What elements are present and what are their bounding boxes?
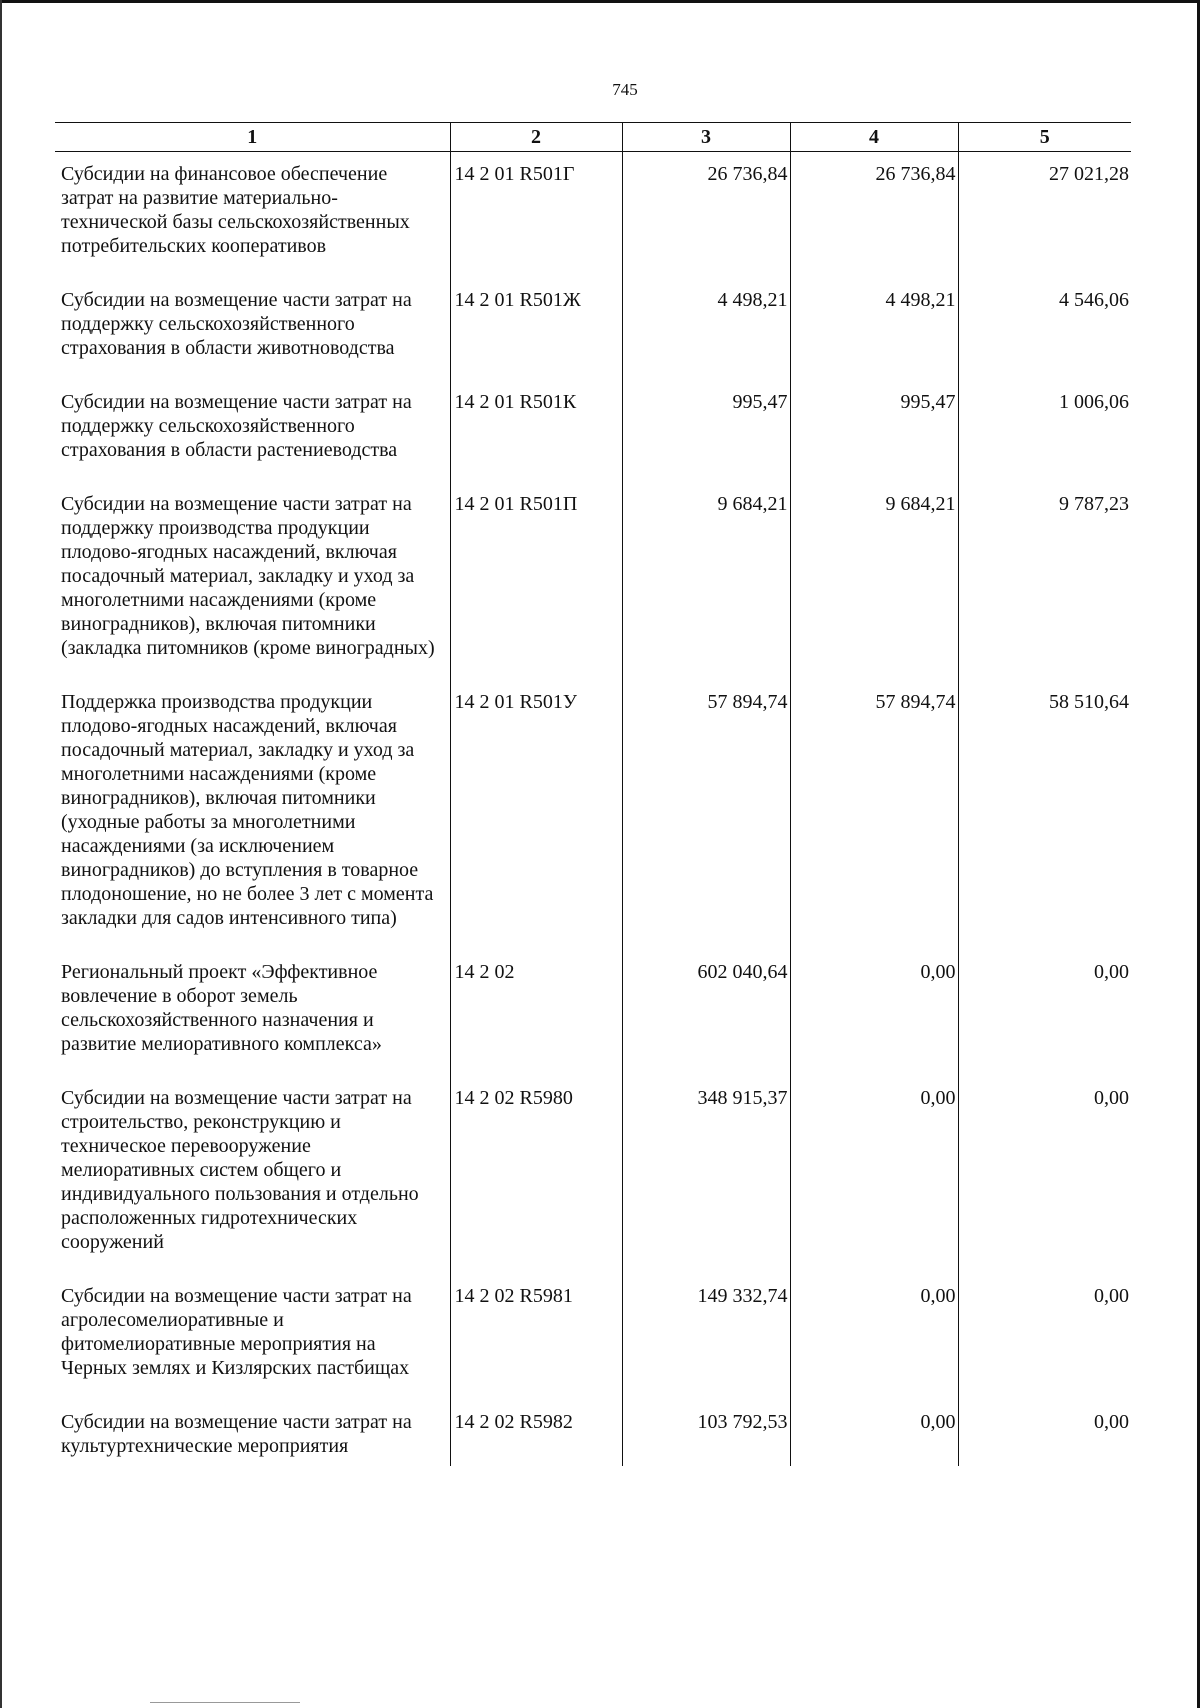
- row-code: 14 2 01 R501Г: [450, 152, 622, 279]
- page-number: 745: [612, 80, 638, 99]
- row-value-col5: 0,00: [958, 1076, 1131, 1274]
- row-value-col3: 26 736,84: [622, 152, 790, 279]
- table-row: [55, 1076, 1131, 1274]
- row-value-col3: 149 332,74: [622, 1274, 790, 1400]
- scan-artifact-line: [150, 1702, 300, 1703]
- row-value-col4: 995,47: [790, 380, 958, 482]
- budget-table: [55, 122, 1131, 1466]
- row-name: Субсидии на возмещение части затрат на агролесомелиоративные и фитомелиоративные мероприятия на Черных землях и Кизлярских пастбищах: [61, 1285, 412, 1379]
- table-row: [55, 380, 1131, 482]
- row-code: 14 2 01 R501П: [450, 482, 622, 680]
- row-value-col3: 4 498,21: [622, 278, 790, 380]
- table-row: [55, 680, 1131, 950]
- row-name: Субсидии на возмещение части затрат на поддержку производства продукции плодово-ягодных насаждений, включая посадочный материал, закладку и уход за многолетними насаждениями (кроме виноградников), включая питомники (закладка питомников (кроме виноградных): [61, 493, 435, 659]
- row-name: Субсидии на возмещение части затрат на культуртехнические мероприятия: [61, 1411, 412, 1457]
- row-value-col5: 1 006,06: [958, 380, 1131, 482]
- row-name: Поддержка производства продукции плодово-ягодных насаждений, включая посадочный материал, закладку и уход за многолетними насаждениями (кроме виноградников), включая питомники (уходные работы за многолетними насаждениями (за исключением виноградников) до вступления в товарное плодоношение, но не более 3 лет с момента закладки для садов интенсивного типа): [61, 691, 434, 929]
- row-value-col3: 348 915,37: [622, 1076, 790, 1274]
- header-col-2: 2: [450, 123, 622, 152]
- row-value-col4: 4 498,21: [790, 278, 958, 380]
- table-row: [55, 950, 1131, 1076]
- row-value-col5: 58 510,64: [958, 680, 1131, 950]
- header-col-5: 5: [958, 123, 1131, 152]
- row-name: Субсидии на возмещение части затрат на поддержку сельскохозяйственного страхования в области растениеводства: [61, 391, 412, 461]
- table-row: [55, 152, 1131, 279]
- header-row: [55, 123, 1131, 152]
- row-value-col3: 602 040,64: [622, 950, 790, 1076]
- table-row: [55, 1400, 1131, 1466]
- row-value-col5: 0,00: [958, 1400, 1131, 1466]
- row-value-col3: 57 894,74: [622, 680, 790, 950]
- row-value-col5: 4 546,06: [958, 278, 1131, 380]
- row-code: 14 2 02 R5982: [450, 1400, 622, 1466]
- row-name: Субсидии на возмещение части затрат на строительство, реконструкцию и техническое перевооружение мелиоративных систем общего и индивидуального пользования и отдельно расположенных гидротехнических сооружений: [61, 1087, 419, 1253]
- row-value-col3: 9 684,21: [622, 482, 790, 680]
- row-name: Субсидии на финансовое обеспечение затрат на развитие материально-технической базы сельскохозяйственных потребительских кооперативов: [61, 163, 410, 257]
- row-value-col5: 27 021,28: [958, 152, 1131, 279]
- page-border-left: [0, 0, 2, 1708]
- row-value-col5: 0,00: [958, 1274, 1131, 1400]
- row-value-col3: 995,47: [622, 380, 790, 482]
- row-value-col4: 0,00: [790, 950, 958, 1076]
- row-value-col4: 57 894,74: [790, 680, 958, 950]
- row-code: 14 2 01 R501Ж: [450, 278, 622, 380]
- page-border-top: [0, 0, 1200, 3]
- row-code: 14 2 01 R501К: [450, 380, 622, 482]
- table-row: [55, 1274, 1131, 1400]
- header-col-4: 4: [790, 123, 958, 152]
- row-value-col4: 0,00: [790, 1274, 958, 1400]
- table-row: [55, 482, 1131, 680]
- row-value-col4: 0,00: [790, 1076, 958, 1274]
- row-code: 14 2 01 R501У: [450, 680, 622, 950]
- row-code: 14 2 02 R5980: [450, 1076, 622, 1274]
- row-value-col5: 9 787,23: [958, 482, 1131, 680]
- row-value-col4: 9 684,21: [790, 482, 958, 680]
- table-header: [55, 123, 1131, 152]
- row-value-col3: 103 792,53: [622, 1400, 790, 1466]
- table-row: [55, 278, 1131, 380]
- row-name: Субсидии на возмещение части затрат на поддержку сельскохозяйственного страхования в области животноводства: [61, 289, 412, 359]
- header-col-1: 1: [55, 123, 450, 152]
- row-value-col4: 0,00: [790, 1400, 958, 1466]
- row-value-col4: 26 736,84: [790, 152, 958, 279]
- row-code: 14 2 02 R5981: [450, 1274, 622, 1400]
- row-code: 14 2 02: [450, 950, 622, 1076]
- row-name: Региональный проект «Эффективное вовлечение в оборот земель сельскохозяйственного назначения и развитие мелиоративного комплекса»: [61, 961, 382, 1055]
- header-col-3: 3: [622, 123, 790, 152]
- row-value-col5: 0,00: [958, 950, 1131, 1076]
- table-body: [55, 152, 1131, 1467]
